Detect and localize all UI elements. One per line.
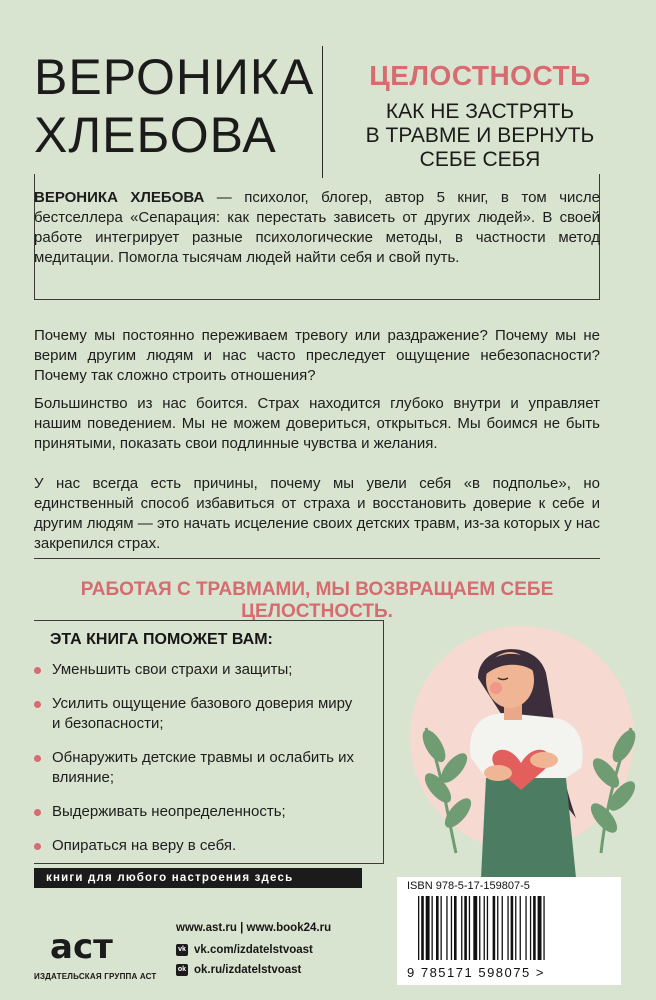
bio-text: — психолог, блогер, автор 5 книг, в том числе бестселлера «Сепарация: как перестать зависеть от других людей». В своей работе интегрирует разные психологические методы, в частности метод медитации. Помогла тысячам людей найти себя и свой путь. bbox=[34, 189, 600, 266]
barcode-bar bbox=[432, 896, 433, 960]
ok-link[interactable] bbox=[176, 964, 301, 976]
title-divider bbox=[322, 46, 323, 178]
site-links[interactable]: www.ast.ru | www.book24.ru bbox=[176, 922, 332, 934]
list-item: Обнаружить детские травмы и ослабить их влияние; bbox=[34, 748, 364, 788]
barcode-bar bbox=[507, 896, 508, 960]
barcode-bar bbox=[484, 896, 485, 960]
vk-icon: vk bbox=[176, 944, 188, 956]
barcode-bar bbox=[426, 896, 430, 960]
isbn-label: ISBN 978-5-17-159807-5 bbox=[407, 880, 530, 892]
barcode-bar bbox=[441, 896, 442, 960]
list-item: Выдерживать неопределенность; bbox=[34, 802, 364, 822]
vk-link-text: vk.com/izdatelstvoast bbox=[194, 944, 313, 956]
barcode-bar bbox=[473, 896, 477, 960]
book-subtitle bbox=[330, 100, 630, 172]
barcode-bar bbox=[451, 896, 452, 960]
barcode-digits: 9 785171 598075 > bbox=[407, 965, 545, 980]
barcode-bar bbox=[493, 896, 496, 960]
subtitle-line: В ТРАВМЕ И ВЕРНУТЬ bbox=[365, 124, 595, 147]
barcode-bar bbox=[520, 896, 521, 960]
barcode-bar bbox=[469, 896, 470, 960]
barcode-icon bbox=[416, 896, 612, 962]
barcode-bar bbox=[530, 896, 531, 960]
bio-author-name: ВЕРОНИКА ХЛЕБОВА bbox=[34, 189, 205, 206]
subtitle-line: СЕБЕ СЕБЯ bbox=[419, 148, 541, 171]
ok-link-text: ok.ru/izdatelstvoast bbox=[194, 964, 302, 976]
subtitle-line: КАК НЕ ЗАСТРЯТЬ bbox=[385, 100, 575, 123]
barcode-bar bbox=[497, 896, 498, 960]
barcode-bar bbox=[436, 896, 439, 960]
section-divider bbox=[34, 558, 600, 559]
ast-logo-text: аст bbox=[50, 927, 113, 967]
publisher-name: ИЗДАТЕЛЬСКАЯ ГРУППА АСТ bbox=[34, 972, 157, 981]
barcode-bar bbox=[464, 896, 467, 960]
reasons-paragraph: У нас всегда есть причины, почему мы увели себя «в подполье», но единственный способ избавиться от страха и восстановить доверие к себе и другим людям — это начать исцеление своих детских травм, из-за которых у нас закрепился страх. bbox=[34, 475, 600, 552]
vk-link[interactable] bbox=[176, 944, 313, 956]
barcode-bar bbox=[533, 896, 536, 960]
barcode-bar bbox=[487, 896, 488, 960]
barcode-bar bbox=[479, 896, 480, 960]
barcode-bar bbox=[418, 896, 419, 960]
barcode-bar bbox=[525, 896, 526, 960]
author-bio bbox=[34, 188, 600, 268]
barcode-bar bbox=[511, 896, 514, 960]
barcode-bar bbox=[421, 896, 424, 960]
barcode-bar bbox=[515, 896, 516, 960]
ast-logo bbox=[44, 912, 136, 976]
help-list bbox=[34, 660, 364, 870]
woman-heart-illustration bbox=[386, 618, 656, 878]
list-item: Усилить ощущение базового доверия миру и безопасности; bbox=[34, 694, 364, 734]
barcode-bar bbox=[543, 896, 544, 960]
ok-icon: ok bbox=[176, 964, 188, 976]
highlight-statement: РАБОТАЯ С ТРАВМАМИ, МЫ ВОЗВРАЩАЕМ СЕБЕ ЦЕЛОСТНОСТЬ. bbox=[80, 579, 554, 622]
list-item: Уменьшить свои страхи и защиты; bbox=[34, 660, 364, 680]
barcode-bar bbox=[461, 896, 462, 960]
questions-paragraph: Почему мы постоянно переживаем тревогу или раздражение? Почему мы не верим другим людям и нас часто преследует ощущение небезопасности? Почему так сложно строить отношения? bbox=[34, 327, 600, 384]
list-item: Опираться на веру в себя. bbox=[34, 836, 364, 856]
barcode-bar bbox=[538, 896, 542, 960]
barcode-bar bbox=[502, 896, 503, 960]
fear-paragraph: Большинство из нас боится. Страх находится глубоко внутри и управляет нашим поведением. Мы не можем довериться, открыться. Мы боимся не быть принятыми, показать свои подлинные чувства и желания. bbox=[34, 395, 600, 452]
barcode-bar bbox=[446, 896, 447, 960]
author-first-name: ВЕРОНИКА bbox=[34, 49, 315, 105]
barcode-bar bbox=[454, 896, 457, 960]
book-title: ЦЕЛОСТНОСТЬ bbox=[369, 60, 591, 91]
series-tagline: книги для любого настроения здесь bbox=[34, 868, 362, 888]
help-title: ЭТА КНИГА ПОМОЖЕТ ВАМ: bbox=[50, 631, 273, 648]
author-name bbox=[34, 48, 314, 164]
author-last-name: ХЛЕБОВА bbox=[34, 107, 277, 163]
